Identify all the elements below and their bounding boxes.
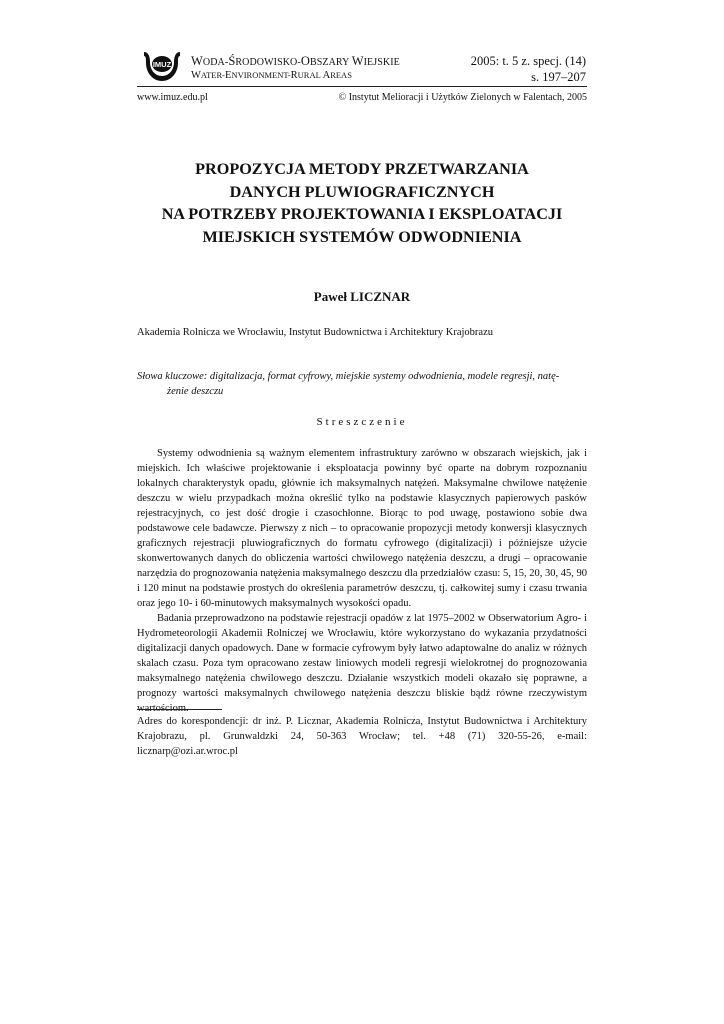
keywords-line: Słowa kluczowe: digitalizacja, format cyfrowy, miejskie systemy odwodnienia, modele regresji, natę- [137, 371, 560, 382]
abstract-paragraph: Badania przeprowadzono na podstawie rejestracji opadów z lat 1975–2002 w Obserwatorium Agro- i Hydrometeorologii Akademii Rolniczej we Wrocławiu, które wykorzystano do wykazania przydatności digitalizacji danych opadowych. Dane w formacie cyfrowym były łatwo adaptowalne do analiz w różnych skalach czasu. Poza tym opracowano zestaw liniowych modeli regresji wielokrotnej do prognozowania maksymalnego natężenia chwilowego deszczu. Działanie wszystkich modeli okazało się poprawne, a prognozy wartości maksymalnych chwilowego natężenia deszczu bliskie bądź równe rzeczywistym wartościom. [137, 613, 587, 714]
journal-title-en: WATER-ENVIRONMENT-RURAL AREAS [191, 70, 352, 81]
imuz-logo-icon [142, 50, 182, 82]
paper-title [100, 158, 624, 248]
author-name: Paweł LICZNAR [313, 289, 411, 304]
logo-text: IMUZ [152, 60, 172, 69]
header-rule [137, 86, 587, 87]
abstract-body [137, 446, 587, 716]
keywords-line: żenie deszczu [167, 386, 224, 397]
footnote-rule [137, 709, 222, 710]
title-line: PROPOZYCJA METODY PRZETWARZANIA [195, 160, 529, 178]
abstract-paragraph: Systemy odwodnienia są ważnym elementem infrastruktury zarówno w obszarach wiejskich, jak i miejskich. Ich właściwe projektowanie i eksploatacja powinny być oparte na dobrym rozpoznaniu lokalnych charakterystyk opadu, głównie ich maksymalnych natężeń. Maksymalne chwilowe natężenie deszczu w wielu przypadkach można określić tylko na podstawie klasycznych papierowych pasków rejestracyjnych, co jest dość drogie i czasochłonne. Biorąc to pod uwagę, postawiono sobie dwa podstawowe cele badawcze. Pierwszy z nich – to opracowanie propozycji metody konwersji klasycznych graficznych rejestracji pluwiograficznych do formatu cyfrowego (digitalizacji) i późniejsze użycie skonwertowanych danych do obliczenia wartości chwilowego natężenia deszczu, a drugi – opracowanie narzędzia do prognozowania natężenia maksymalnego deszczu dla przedziałów czasu: 5, 15, 20, 30, 45, 90 i 120 minut na podstawie prostych do określenia parametrów deszczu, tj. całkowitej sumy i czasu trwania oraz jego 10- i 60-minutowych maksymalnych wysokości opadu. [137, 448, 587, 609]
copyright-notice: © Instytut Melioracji i Użytków Zielonych w Falentach, 2005 [338, 92, 587, 103]
author-affiliation: Akademia Rolnicza we Wrocławiu, Instytut Budownictwa i Architektury Krajobrazu [137, 327, 493, 338]
page-range: s. 197–207 [531, 70, 586, 84]
title-line: MIEJSKICH SYSTEMÓW ODWODNIENIA [202, 227, 522, 246]
correspondence-footnote: Adres do korespondencji: dr inż. P. Licznar, Akademia Rolnicza, Instytut Budownictwa i Architektury Krajobrazu, pl. Grunwaldzki 24, 50-363 Wrocław; tel. +48 (71) 320-55-26, e-mail: licznarp@ozi.ar.wroc.pl [137, 716, 587, 757]
title-line: DANYCH PLUWIOGRAFICZNYCH [229, 182, 495, 201]
abstract-heading: Streszczenie [316, 416, 408, 428]
title-line: NA POTRZEBY PROJEKTOWANIA I EKSPLOATACJI [161, 205, 563, 223]
journal-title-pl: WODA-ŚRODOWISKO-OBSZARY WIEJSKIE [191, 54, 400, 68]
keywords [137, 369, 587, 399]
journal-url-link[interactable]: www.imuz.edu.pl [137, 92, 208, 103]
issue-info: 2005: t. 5 z. specj. (14) [470, 54, 586, 68]
